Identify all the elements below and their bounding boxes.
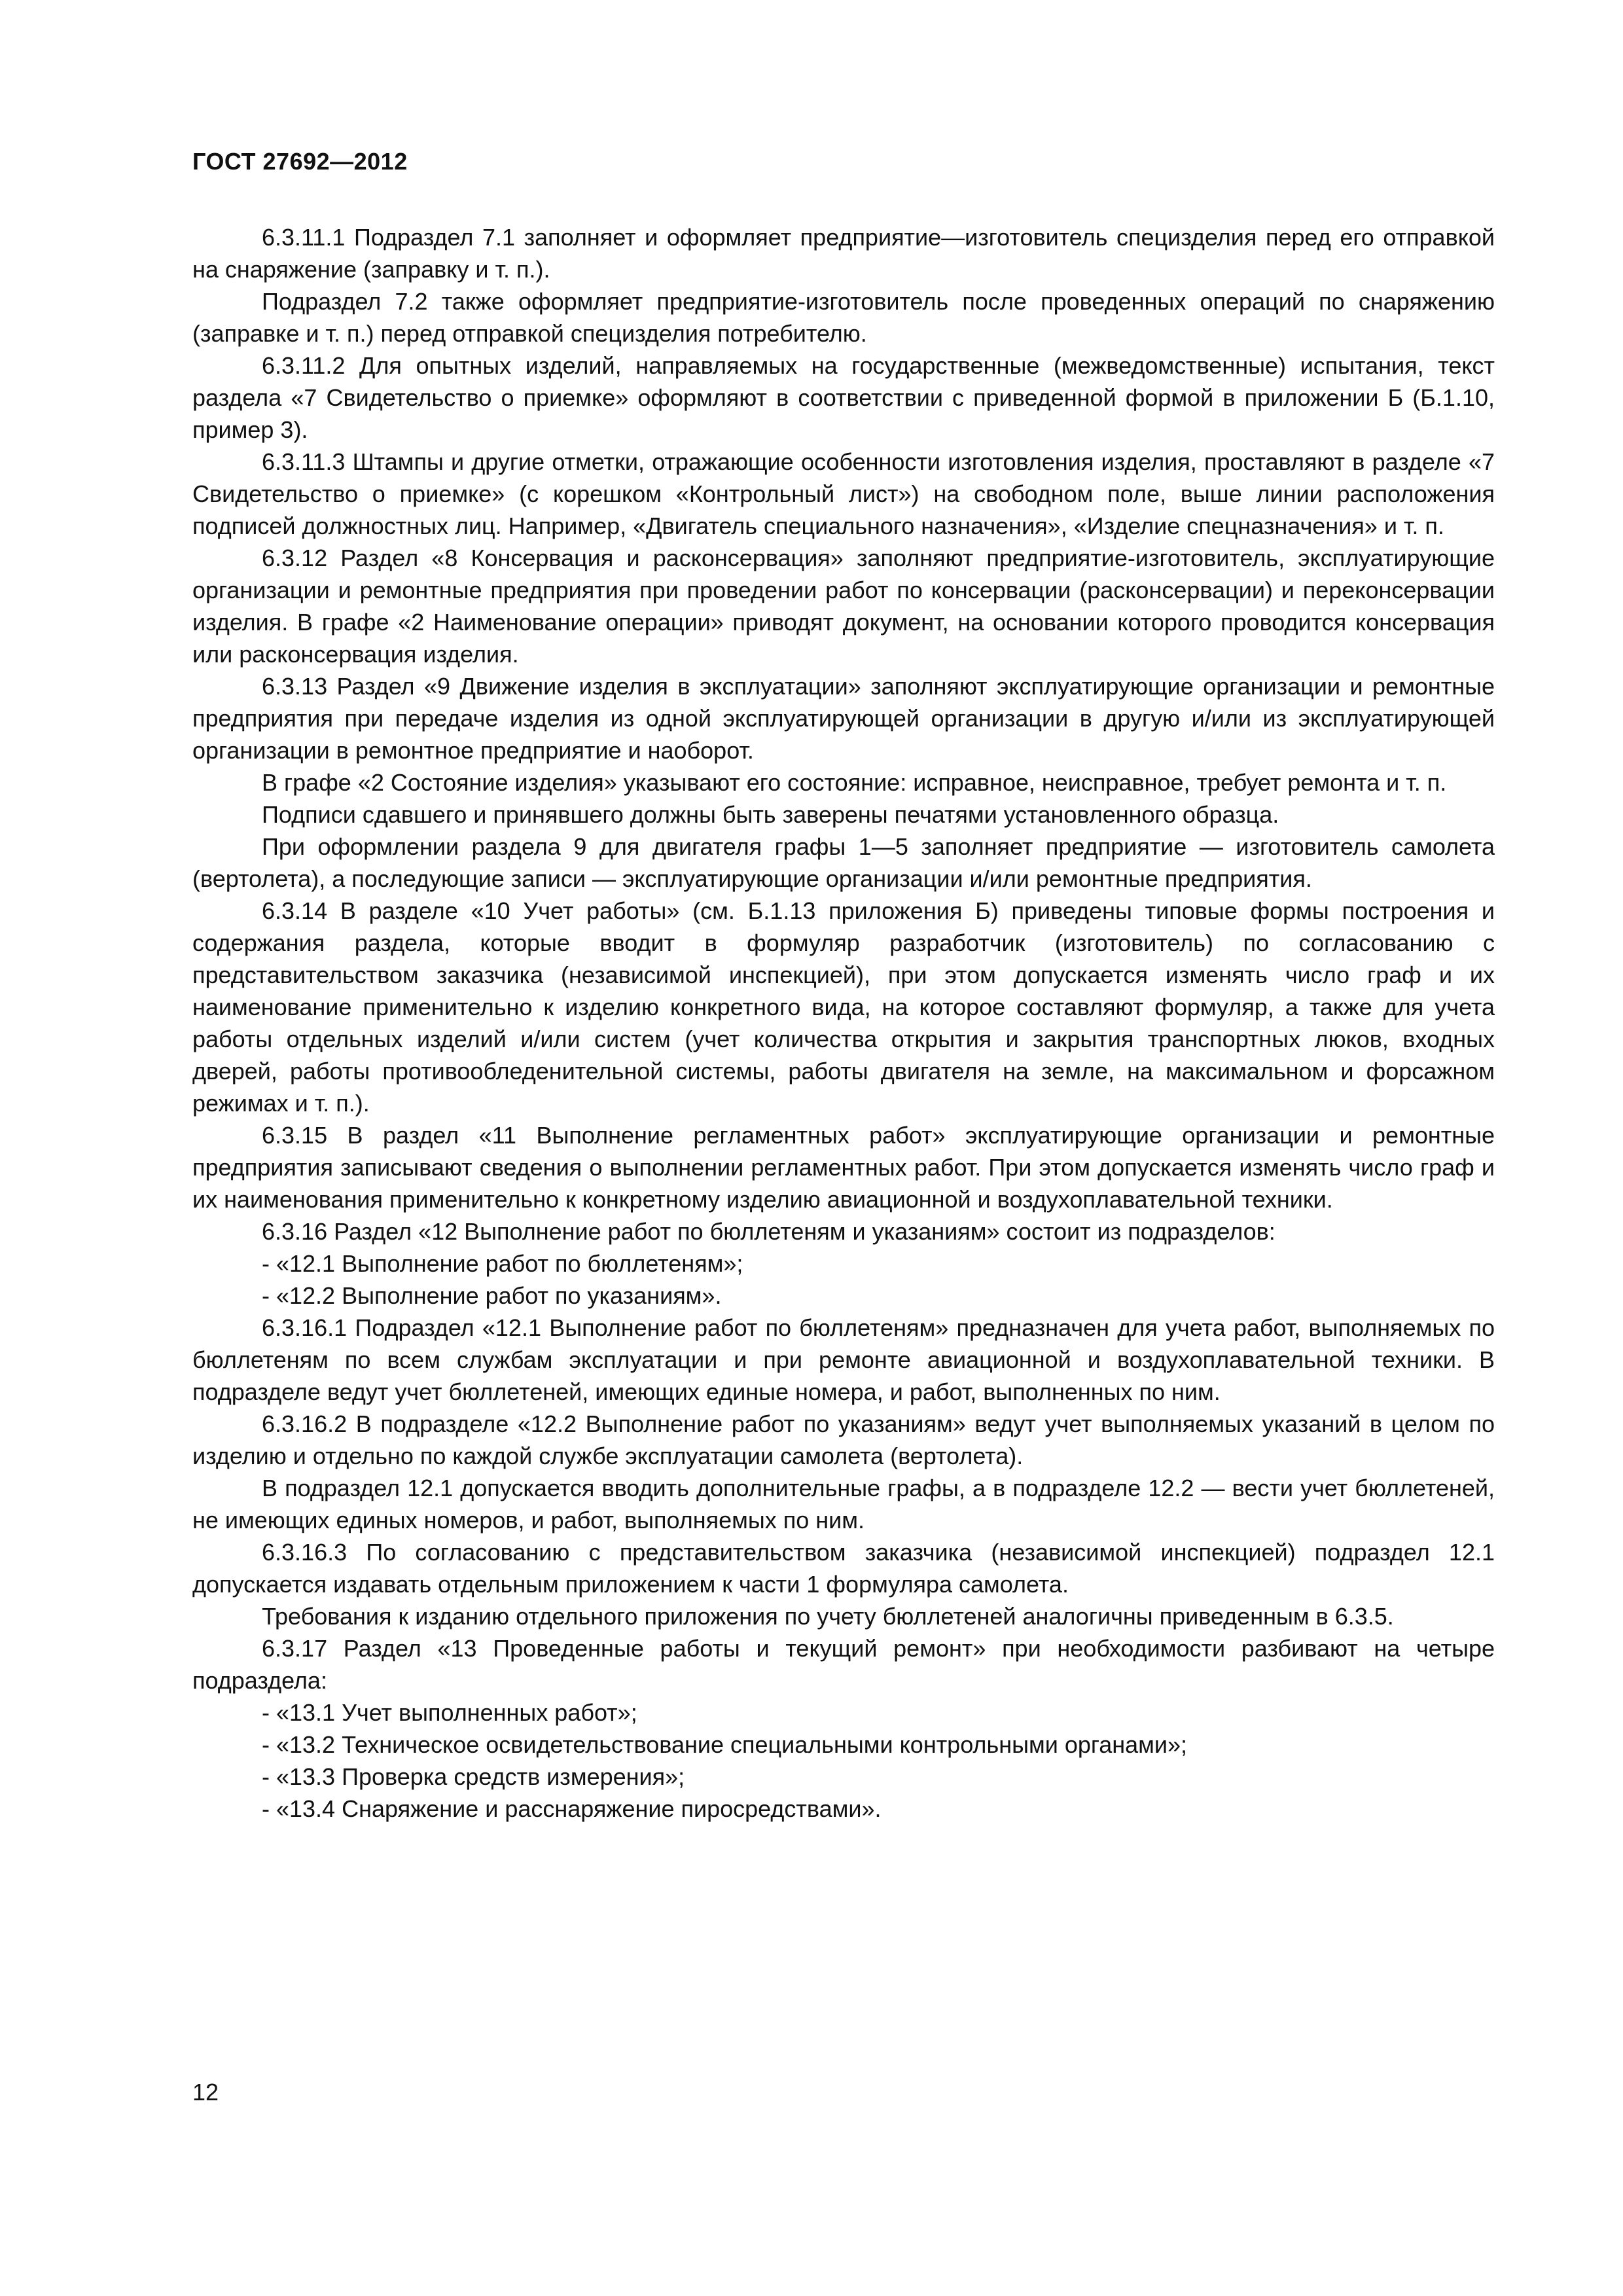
list-item: - «12.1 Выполнение работ по бюллетеням»;	[262, 1250, 743, 1277]
paragraph: Требования к изданию отдельного приложения по учету бюллетеней аналогичны приведенным в 6.3.5.	[262, 1603, 1394, 1630]
paragraph: При оформлении раздела 9 для двигателя графы 1—5 заполняет предприятие — изготовитель самолета (вертолета), а последующие записи — эксплуатирующие организации и/или ремонтные предприятия.	[192, 833, 1495, 892]
document-header: ГОСТ 27692—2012	[192, 148, 408, 175]
paragraph: В подраздел 12.1 допускается вводить дополнительные графы, а в подразделе 12.2 — вести учет бюллетеней, не имеющих единых номеров, и работ, выполняемых по ним.	[192, 1475, 1495, 1534]
paragraph: 6.3.14 В разделе «10 Учет работы» (см. Б.1.13 приложения Б) приведены типовые формы построения и содержания раздела, которые вводит в формуляр разработчик (изготовитель) по согласованию с представительством заказчика (независимой инспекцией), при этом допускается изменять число граф и их наименование применительно к изделию конкретного вида, на которое составляют формуляр, а также для учета работы отдельных изделий и/или систем (учет количества открытия и закрытия транспортных люков, входных дверей, работы противообледенительной системы, работы двигателя на земле, на максимальном и форсажном режимах и т. п.).	[192, 897, 1495, 1117]
paragraph: 6.3.16.3 По согласованию с представительством заказчика (независимой инспекцией) подраздел 12.1 допускается издавать отдельным приложением к части 1 формуляра самолета.	[192, 1539, 1495, 1598]
paragraph: 6.3.12 Раздел «8 Консервация и расконсервация» заполняют предприятие-изготовитель, эксплуатирующие организации и ремонтные предприятия при проведении работ по консервации (расконсервации) и переконсервации изделия. В графе «2 Наименование операции» приводят документ, на основании которого проводится консервация или расконсервация изделия.	[192, 545, 1495, 668]
paragraph: Подраздел 7.2 также оформляет предприятие-изготовитель после проведенных операций по снаряжению (заправке и т. п.) перед отправкой специзделия потребителю.	[192, 288, 1495, 347]
paragraph: 6.3.11.3 Штампы и другие отметки, отражающие особенности изготовления изделия, проставляют в разделе «7 Свидетельство о приемке» (с корешком «Контрольный лист») на свободном поле, выше линии расположения подписей должностных лиц. Например, «Двигатель специального назначения», «Изделие спецназначения» и т. п.	[192, 448, 1495, 539]
document-body	[192, 221, 1495, 1825]
list-item: - «12.2 Выполнение работ по указаниям».	[262, 1282, 722, 1309]
list-item: - «13.2 Техническое освидетельствование специальными контрольными органами»;	[262, 1731, 1188, 1758]
paragraph: 6.3.11.2 Для опытных изделий, направляемых на государственные (межведомственные) испытания, текст раздела «7 Свидетельство о приемке» оформляют в соответствии с приведенной формой в приложении Б (Б.1.10, пример 3).	[192, 352, 1495, 443]
paragraph: Подписи сдавшего и принявшего должны быть заверены печатями установленного образца.	[262, 801, 1279, 828]
paragraph: 6.3.16 Раздел «12 Выполнение работ по бюллетеням и указаниям» состоит из подразделов:	[262, 1218, 1275, 1245]
paragraph: В графе «2 Состояние изделия» указывают его состояние: исправное, неисправное, требует ремонта и т. п.	[262, 769, 1447, 796]
paragraph: 6.3.15 В раздел «11 Выполнение регламентных работ» эксплуатирующие организации и ремонтные предприятия записывают сведения о выполнении регламентных работ. При этом допускается изменять число граф и их наименования применительно к конкретному изделию авиационной и воздухоплавательной техники.	[192, 1122, 1495, 1213]
list-item: - «13.3 Проверка средств измерения»;	[262, 1763, 685, 1790]
list-item: - «13.1 Учет выполненных работ»;	[262, 1699, 637, 1726]
paragraph: 6.3.17 Раздел «13 Проведенные работы и текущий ремонт» при необходимости разбивают на четыре подраздела:	[192, 1635, 1495, 1694]
paragraph: 6.3.13 Раздел «9 Движение изделия в эксплуатации» заполняют эксплуатирующие организации и ремонтные предприятия при передаче изделия из одной эксплуатирующей организации в другую и/или из эксплуатирующей организации в ремонтное предприятие и наоборот.	[192, 673, 1495, 764]
page-number: 12	[192, 2079, 219, 2106]
paragraph: 6.3.16.2 В подразделе «12.2 Выполнение работ по указаниям» ведут учет выполняемых указаний в целом по изделию и отдельно по каждой службе эксплуатации самолета (вертолета).	[192, 1410, 1495, 1469]
list-item: - «13.4 Снаряжение и расснаряжение пиросредствами».	[262, 1795, 882, 1822]
paragraph: 6.3.11.1 Подраздел 7.1 заполняет и оформляет предприятие—изготовитель специзделия перед его отправкой на снаряжение (заправку и т. п.).	[192, 224, 1495, 283]
paragraph: 6.3.16.1 Подраздел «12.1 Выполнение работ по бюллетеням» предназначен для учета работ, выполняемых по бюллетеням по всем службам эксплуатации и при ремонте авиационной и воздухоплавательной техники. В подразделе ведут учет бюллетеней, имеющих единые номера, и работ, выполненных по ним.	[192, 1314, 1495, 1405]
